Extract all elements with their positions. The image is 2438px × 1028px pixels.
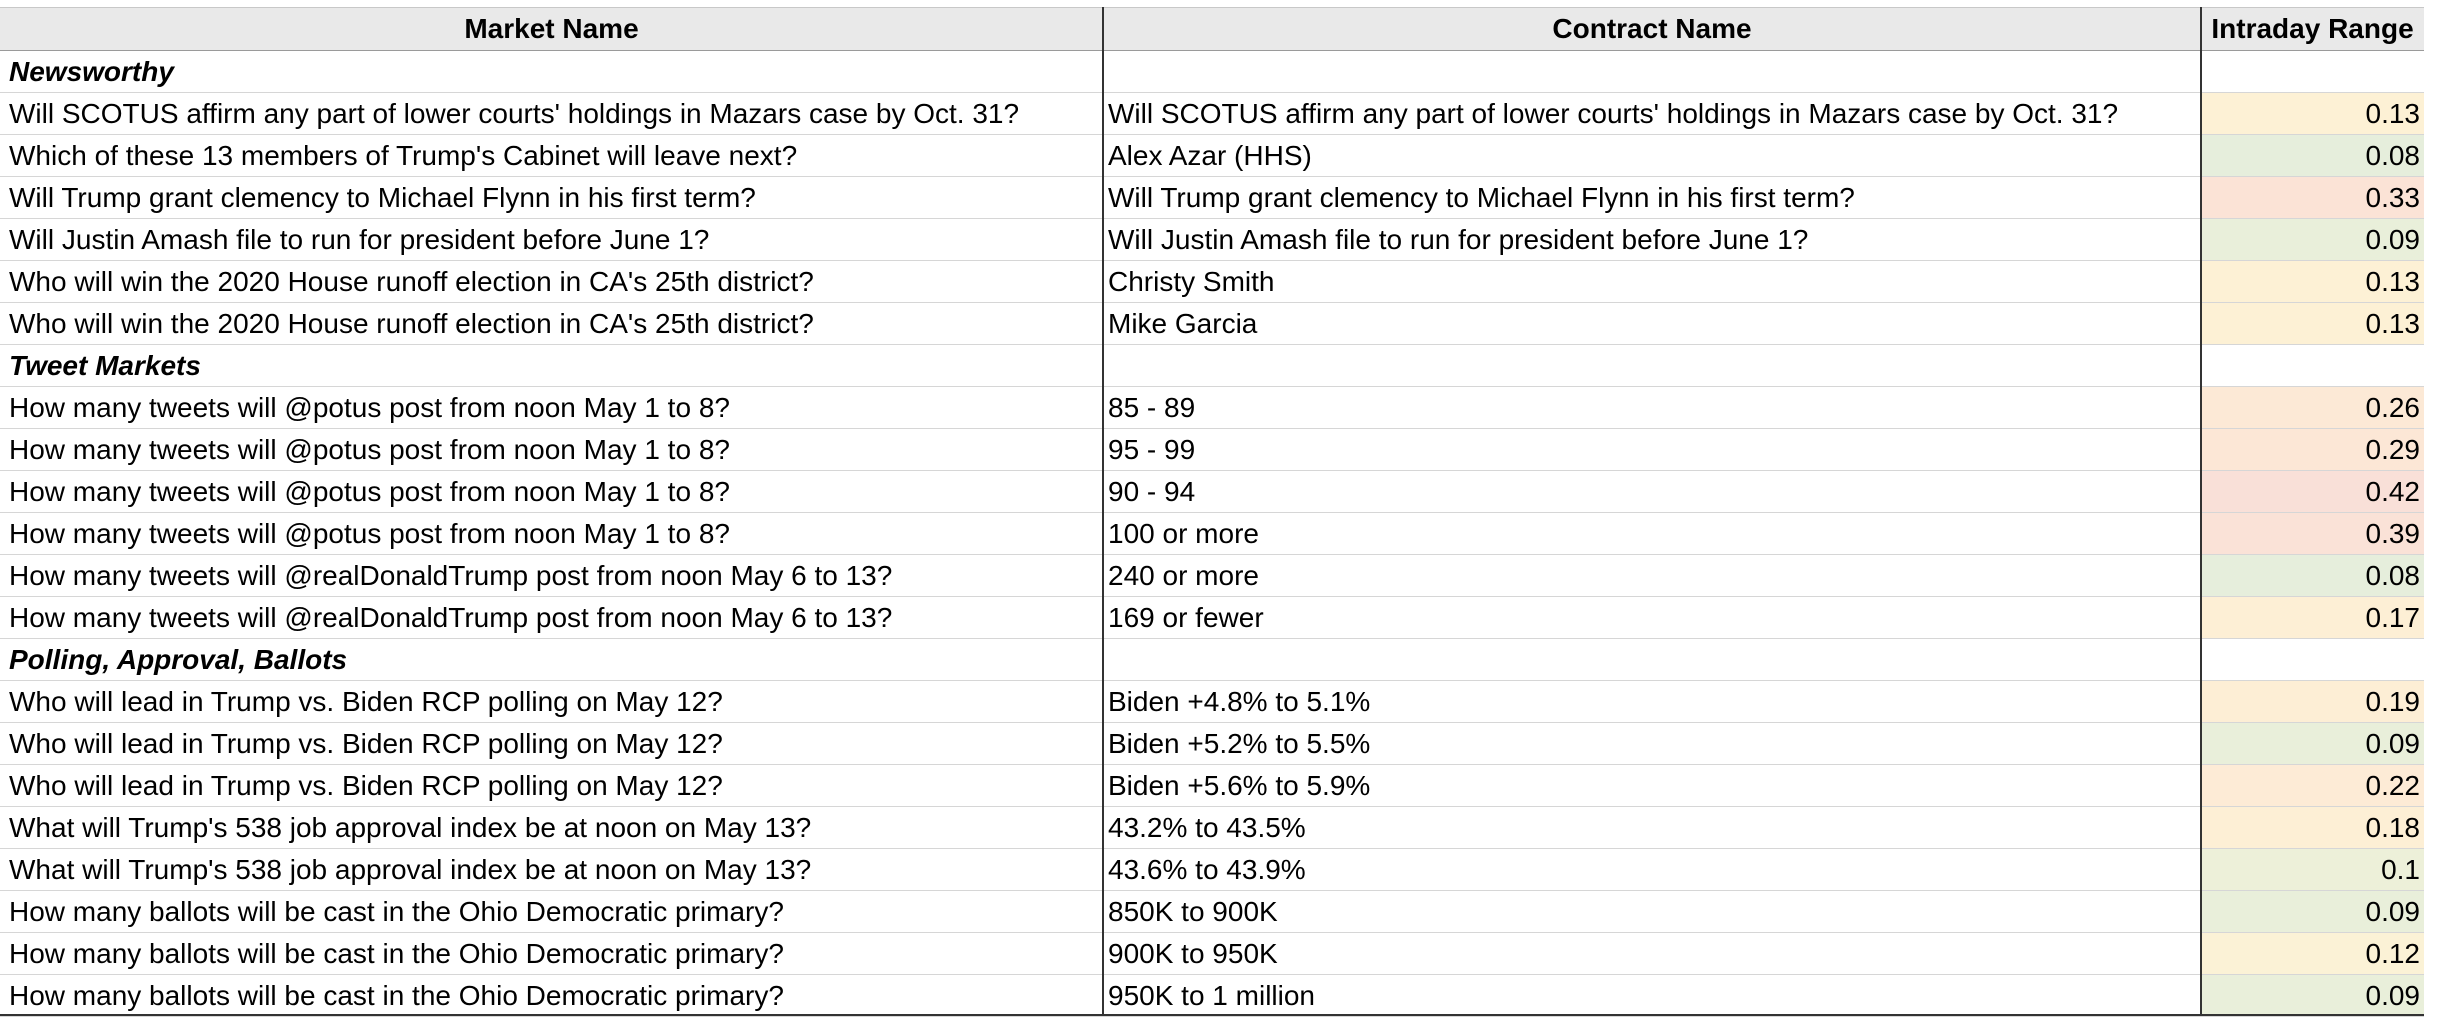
intraday-range-cell[interactable]: 0.08 bbox=[2201, 555, 2424, 596]
section-row bbox=[0, 51, 2438, 93]
market-name-cell[interactable]: How many tweets will @potus post from noon May 1 to 8? bbox=[9, 391, 730, 423]
contract-name-cell[interactable]: 43.2% to 43.5% bbox=[1108, 811, 1306, 843]
intraday-range-cell[interactable]: 0.13 bbox=[2201, 93, 2424, 134]
market-name-cell[interactable]: Which of these 13 members of Trump's Cabinet will leave next? bbox=[9, 139, 798, 171]
contract-name-cell[interactable]: Will Justin Amash file to run for president before June 1? bbox=[1108, 223, 1809, 255]
table-row bbox=[0, 933, 2438, 975]
market-name-cell[interactable]: Who will win the 2020 House runoff election in CA's 25th district? bbox=[9, 265, 814, 297]
market-name-cell[interactable]: Will SCOTUS affirm any part of lower courts' holdings in Mazars case by Oct. 31? bbox=[9, 97, 1020, 129]
contract-name-cell[interactable]: 100 or more bbox=[1108, 517, 1259, 549]
market-name-cell[interactable]: How many tweets will @potus post from noon May 1 to 8? bbox=[9, 475, 730, 507]
table-row bbox=[0, 597, 2438, 639]
market-name-cell[interactable]: Who will win the 2020 House runoff election in CA's 25th district? bbox=[9, 307, 814, 339]
intraday-range-cell[interactable] bbox=[2201, 639, 2424, 680]
section-row bbox=[0, 639, 2438, 681]
contract-name-cell[interactable]: 950K to 1 million bbox=[1108, 979, 1316, 1011]
contract-name-cell[interactable] bbox=[1103, 639, 2201, 680]
table-row bbox=[0, 555, 2438, 597]
intraday-range-cell[interactable]: 0.26 bbox=[2201, 387, 2424, 428]
table-row bbox=[0, 975, 2438, 1017]
table-row bbox=[0, 723, 2438, 765]
table-row bbox=[0, 429, 2438, 471]
table-row bbox=[0, 387, 2438, 429]
column-divider-market-contract bbox=[1102, 7, 1104, 1016]
intraday-range-cell[interactable]: 0.22 bbox=[2201, 765, 2424, 806]
table-row bbox=[0, 135, 2438, 177]
intraday-range-cell[interactable]: 0.12 bbox=[2201, 933, 2424, 974]
intraday-range-cell[interactable]: 0.18 bbox=[2201, 807, 2424, 848]
market-name-cell[interactable]: What will Trump's 538 job approval index be at noon on May 13? bbox=[9, 811, 812, 843]
market-name-cell[interactable]: Who will lead in Trump vs. Biden RCP polling on May 12? bbox=[9, 769, 723, 801]
market-name-cell[interactable]: How many ballots will be cast in the Ohio Democratic primary? bbox=[9, 937, 784, 969]
market-name-cell[interactable]: Will Trump grant clemency to Michael Flynn in his first term? bbox=[9, 181, 756, 213]
intraday-range-cell[interactable]: 0.1 bbox=[2201, 849, 2424, 890]
intraday-range-cell[interactable]: 0.09 bbox=[2201, 723, 2424, 764]
intraday-range-cell[interactable] bbox=[2201, 345, 2424, 386]
market-name-cell[interactable]: Who will lead in Trump vs. Biden RCP polling on May 12? bbox=[9, 685, 723, 717]
contract-name-cell[interactable]: 900K to 950K bbox=[1108, 937, 1278, 969]
section-title[interactable]: Tweet Markets bbox=[9, 349, 201, 381]
header-market-name[interactable]: Market Name bbox=[464, 13, 639, 44]
table-row bbox=[0, 219, 2438, 261]
contract-name-cell[interactable]: 850K to 900K bbox=[1108, 895, 1278, 927]
contract-name-cell[interactable] bbox=[1103, 345, 2201, 386]
column-divider-contract-range bbox=[2200, 7, 2202, 1016]
contract-name-cell[interactable]: Biden +4.8% to 5.1% bbox=[1108, 685, 1371, 717]
table-bottom-border bbox=[0, 1014, 2438, 1016]
contract-name-cell[interactable]: Will SCOTUS affirm any part of lower courts' holdings in Mazars case by Oct. 31? bbox=[1108, 97, 2119, 129]
contract-name-cell[interactable]: Biden +5.6% to 5.9% bbox=[1108, 769, 1371, 801]
header-intraday-range[interactable]: Intraday Range bbox=[2211, 13, 2414, 44]
market-name-cell[interactable]: How many tweets will @realDonaldTrump post from noon May 6 to 13? bbox=[9, 601, 893, 633]
table-row bbox=[0, 303, 2438, 345]
intraday-range-cell[interactable]: 0.29 bbox=[2201, 429, 2424, 470]
contract-name-cell[interactable]: 95 - 99 bbox=[1108, 433, 1196, 465]
contract-name-cell[interactable]: 43.6% to 43.9% bbox=[1108, 853, 1306, 885]
intraday-range-cell[interactable]: 0.39 bbox=[2201, 513, 2424, 554]
contract-name-cell[interactable]: Alex Azar (HHS) bbox=[1108, 139, 1312, 171]
contract-name-cell[interactable]: 85 - 89 bbox=[1108, 391, 1196, 423]
section-row bbox=[0, 345, 2438, 387]
intraday-range-cell[interactable]: 0.13 bbox=[2201, 261, 2424, 302]
intraday-range-cell[interactable]: 0.42 bbox=[2201, 471, 2424, 512]
intraday-range-cell[interactable] bbox=[2201, 51, 2424, 92]
market-name-cell[interactable]: How many tweets will @potus post from noon May 1 to 8? bbox=[9, 433, 730, 465]
contract-name-cell[interactable] bbox=[1103, 51, 2201, 92]
section-title[interactable]: Polling, Approval, Ballots bbox=[9, 643, 348, 675]
intraday-range-cell[interactable]: 0.09 bbox=[2201, 219, 2424, 260]
table-row bbox=[0, 807, 2438, 849]
table-row bbox=[0, 891, 2438, 933]
contract-name-cell[interactable]: 169 or fewer bbox=[1108, 601, 1264, 633]
table-row bbox=[0, 93, 2438, 135]
table-row bbox=[0, 177, 2438, 219]
intraday-range-cell[interactable]: 0.08 bbox=[2201, 135, 2424, 176]
table-row bbox=[0, 681, 2438, 723]
intraday-range-cell[interactable]: 0.19 bbox=[2201, 681, 2424, 722]
table-row bbox=[0, 471, 2438, 513]
market-name-cell[interactable]: How many ballots will be cast in the Ohio Democratic primary? bbox=[9, 895, 784, 927]
contract-name-cell[interactable]: Mike Garcia bbox=[1108, 307, 1258, 339]
header-row bbox=[0, 7, 2438, 51]
intraday-range-cell[interactable]: 0.17 bbox=[2201, 597, 2424, 638]
market-name-cell[interactable]: What will Trump's 538 job approval index be at noon on May 13? bbox=[9, 853, 812, 885]
contract-name-cell[interactable]: 90 - 94 bbox=[1108, 475, 1196, 507]
market-name-cell[interactable]: How many tweets will @realDonaldTrump post from noon May 6 to 13? bbox=[9, 559, 893, 591]
table-row bbox=[0, 513, 2438, 555]
contract-name-cell[interactable]: Will Trump grant clemency to Michael Flynn in his first term? bbox=[1108, 181, 1855, 213]
intraday-range-cell[interactable]: 0.33 bbox=[2201, 177, 2424, 218]
intraday-range-cell[interactable]: 0.13 bbox=[2201, 303, 2424, 344]
table-row bbox=[0, 765, 2438, 807]
table-row bbox=[0, 849, 2438, 891]
intraday-range-cell[interactable]: 0.09 bbox=[2201, 975, 2424, 1016]
table-row bbox=[0, 261, 2438, 303]
market-name-cell[interactable]: How many ballots will be cast in the Ohio Democratic primary? bbox=[9, 979, 784, 1011]
contract-name-cell[interactable]: 240 or more bbox=[1108, 559, 1259, 591]
intraday-range-cell[interactable]: 0.09 bbox=[2201, 891, 2424, 932]
market-name-cell[interactable]: Will Justin Amash file to run for president before June 1? bbox=[9, 223, 710, 255]
market-name-cell[interactable]: Who will lead in Trump vs. Biden RCP polling on May 12? bbox=[9, 727, 723, 759]
market-name-cell[interactable]: How many tweets will @potus post from noon May 1 to 8? bbox=[9, 517, 730, 549]
right-gutter bbox=[2424, 0, 2438, 1028]
contract-name-cell[interactable]: Biden +5.2% to 5.5% bbox=[1108, 727, 1371, 759]
section-title[interactable]: Newsworthy bbox=[9, 55, 174, 87]
header-contract-name[interactable]: Contract Name bbox=[1552, 13, 1752, 44]
contract-name-cell[interactable]: Christy Smith bbox=[1108, 265, 1275, 297]
